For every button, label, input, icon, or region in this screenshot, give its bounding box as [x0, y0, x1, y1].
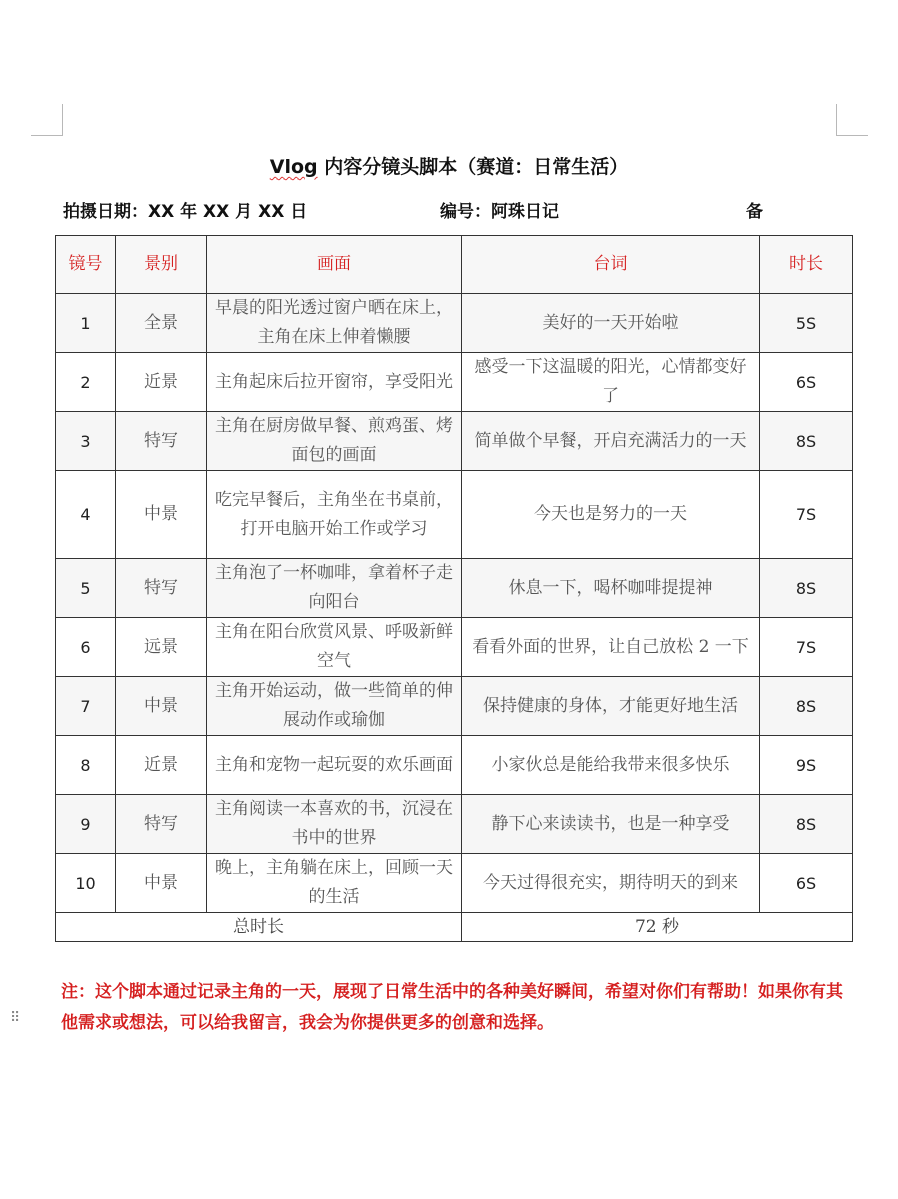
- cell-shot-number: 2: [56, 353, 116, 412]
- cell-shot-number: 3: [56, 412, 116, 471]
- cell-picture: 主角阅读一本喜欢的书，沉浸在书中的世界: [207, 795, 462, 854]
- cell-picture: 主角和宠物一起玩耍的欢乐画面: [207, 736, 462, 795]
- cell-picture: 主角在阳台欣赏风景、呼吸新鲜空气: [207, 618, 462, 677]
- table-row: [56, 412, 853, 471]
- cell-line: 静下心来读读书，也是一种享受: [462, 795, 760, 854]
- cell-shot-size: 远景: [116, 618, 207, 677]
- cell-shot-size: 中景: [116, 677, 207, 736]
- cell-line: 美好的一天开始啦: [462, 294, 760, 353]
- serial-number: 编号：阿珠日记: [440, 202, 559, 222]
- cell-picture: 吃完早餐后，主角坐在书桌前，打开电脑开始工作或学习: [207, 471, 462, 559]
- cell-duration: 8S: [760, 412, 853, 471]
- table-row: [56, 736, 853, 795]
- cell-shot-size: 全景: [116, 294, 207, 353]
- header-line: 台词: [462, 236, 760, 294]
- cell-shot-number: 1: [56, 294, 116, 353]
- page-corner-mark-top-right: [836, 104, 868, 136]
- cell-shot-number: 4: [56, 471, 116, 559]
- cell-shot-size: 特写: [116, 412, 207, 471]
- total-label: 总时长: [56, 913, 462, 942]
- table-row: [56, 795, 853, 854]
- cell-duration: 9S: [760, 736, 853, 795]
- cell-line: 感受一下这温暖的阳光，心情都变好了: [462, 353, 760, 412]
- cell-line: 看看外面的世界，让自己放松 2 一下: [462, 618, 760, 677]
- cell-line: 今天过得很充实，期待明天的到来: [462, 854, 760, 913]
- table-row: [56, 294, 853, 353]
- cell-picture: 主角泡了一杯咖啡，拿着杯子走向阳台: [207, 559, 462, 618]
- storyboard-table: [55, 235, 853, 942]
- cell-picture: 主角开始运动，做一些简单的伸展动作或瑜伽: [207, 677, 462, 736]
- footnote: 注：这个脚本通过记录主角的一天，展现了日常生活中的各种美好瞬间，希望对你们有帮助！如果你有其他需求或想法，可以给我留言，我会为你提供更多的创意和选择。: [61, 982, 843, 1033]
- cell-duration: 7S: [760, 471, 853, 559]
- cell-shot-number: 6: [56, 618, 116, 677]
- table-row: [56, 353, 853, 412]
- cell-shot-size: 特写: [116, 559, 207, 618]
- cell-shot-size: 特写: [116, 795, 207, 854]
- cell-picture: 晚上，主角躺在床上，回顾一天的生活: [207, 854, 462, 913]
- drag-handle-icon[interactable]: ⠿: [10, 1010, 21, 1026]
- cell-duration: 8S: [760, 559, 853, 618]
- title-rest: 内容分镜头脚本（赛道：日常生活）: [317, 156, 629, 178]
- cell-line: 简单做个早餐，开启充满活力的一天: [462, 412, 760, 471]
- cell-duration: 8S: [760, 677, 853, 736]
- total-row: [56, 913, 853, 942]
- cell-picture: 主角起床后拉开窗帘，享受阳光: [207, 353, 462, 412]
- table-row: [56, 618, 853, 677]
- cell-line: 保持健康的身体，才能更好地生活: [462, 677, 760, 736]
- remark-label: 备: [746, 202, 763, 222]
- cell-shot-size: 中景: [116, 471, 207, 559]
- cell-shot-number: 10: [56, 854, 116, 913]
- cell-duration: 7S: [760, 618, 853, 677]
- title-vlog-word: Vlog: [269, 156, 318, 178]
- table-row: [56, 471, 853, 559]
- header-shot-number: 镜号: [56, 236, 116, 294]
- header-shot-size: 景别: [116, 236, 207, 294]
- cell-shot-size: 近景: [116, 736, 207, 795]
- table-row: [56, 559, 853, 618]
- cell-shot-size: 中景: [116, 854, 207, 913]
- cell-shot-number: 8: [56, 736, 116, 795]
- page-corner-mark-top-left: [31, 104, 63, 136]
- total-value: 72 秒: [462, 913, 853, 942]
- cell-picture: 早晨的阳光透过窗户晒在床上，主角在床上伸着懒腰: [207, 294, 462, 353]
- shoot-date: 拍摄日期：XX 年 XX 月 XX 日: [63, 202, 308, 222]
- cell-duration: 6S: [760, 353, 853, 412]
- cell-duration: 6S: [760, 854, 853, 913]
- cell-line: 休息一下，喝杯咖啡提提神: [462, 559, 760, 618]
- cell-line: 小家伙总是能给我带来很多快乐: [462, 736, 760, 795]
- header-duration: 时长: [760, 236, 853, 294]
- table-header-row: [56, 236, 853, 294]
- table-row: [56, 677, 853, 736]
- cell-line: 今天也是努力的一天: [462, 471, 760, 559]
- cell-shot-number: 9: [56, 795, 116, 854]
- cell-duration: 8S: [760, 795, 853, 854]
- cell-picture: 主角在厨房做早餐、煎鸡蛋、烤面包的画面: [207, 412, 462, 471]
- cell-shot-number: 7: [56, 677, 116, 736]
- cell-duration: 5S: [760, 294, 853, 353]
- header-picture: 画面: [207, 236, 462, 294]
- cell-shot-number: 5: [56, 559, 116, 618]
- table-row: [56, 854, 853, 913]
- cell-shot-size: 近景: [116, 353, 207, 412]
- document-title: [0, 152, 898, 179]
